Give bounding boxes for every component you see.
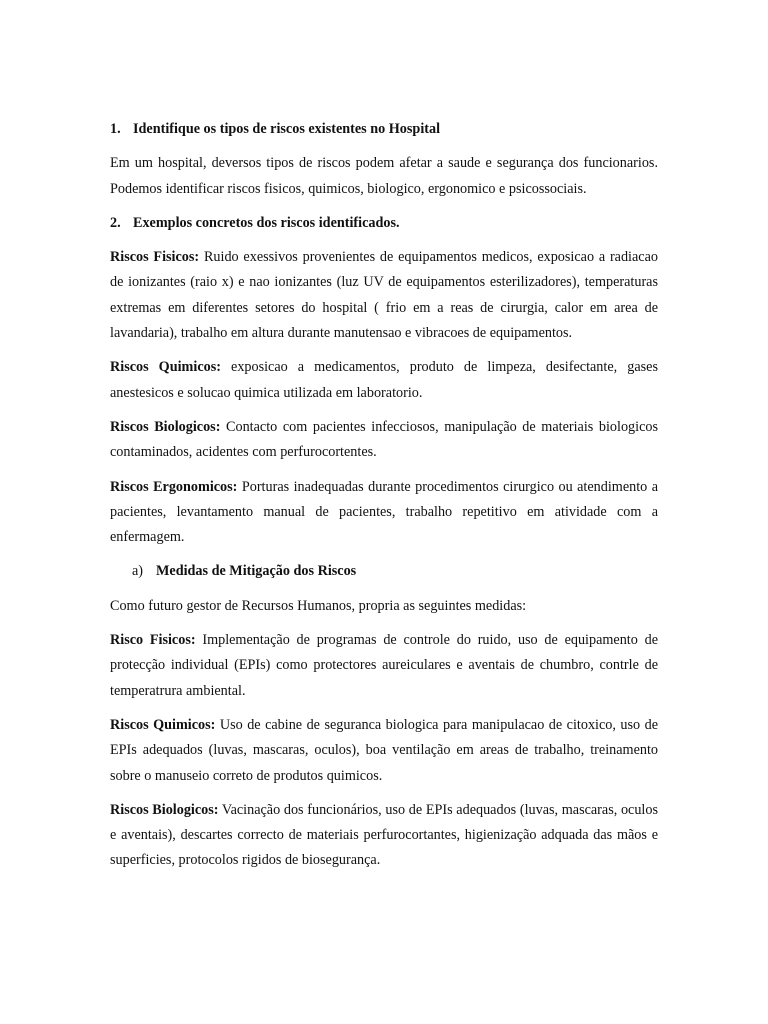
paragraph-label: Risco Fisicos:	[110, 632, 196, 649]
document-page	[110, 117, 658, 883]
heading-number: 2.	[110, 214, 121, 231]
paragraph-text: Porturas inadequadas durante procedimentos cirurgico ou atendimento a pacientes, levantamento manual de pacientes, trabalho repetitivo em atividade com a enfermagem.	[110, 478, 658, 546]
paragraph-riscos-ergonomicos	[110, 475, 658, 551]
paragraph-text: Ruido exessivos provenientes de equipamentos medicos, exposicao a radiacao de ionizantes (raio x) e nao ionizantes (luz UV de equipamentos esterilizadores), temperaturas extremas em diferentes setores do hospital ( frio em a reas de cirurgia, calor em area de lavandaria), trabalho em altura durante manutensao e vibracoes de equipamentos.	[110, 249, 658, 342]
heading-number: 1.	[110, 121, 121, 137]
heading-number: a)	[132, 563, 144, 580]
paragraph-label: Riscos Fisicos:	[110, 249, 200, 266]
paragraph-text: exposicao a medicamentos, produto de limpeza, desifectante, gases anestesicos e solucao quimica utilizada em laboratorio.	[110, 359, 658, 401]
heading-title: Exemplos concretos dos riscos identificados.	[133, 214, 400, 231]
paragraph-riscos-biologicos	[110, 415, 658, 466]
paragraph-text: Uso de cabine de seguranca biologica para manipulacao de citoxico, uso de EPIs adequados (luvas, mascaras, oculos), boa ventilação em areas de trabalho, treinamento sobre o manuseio correto de produtos quimicos.	[110, 716, 658, 784]
paragraph-label: Riscos Biologicos:	[110, 801, 219, 818]
paragraph-riscos-fisicos	[110, 245, 658, 346]
paragraph-medida-biologicos	[110, 798, 658, 874]
paragraph-riscos-quimicos	[110, 355, 658, 406]
intro-paragraph: Em um hospital, deversos tipos de riscos podem afetar a saude e segurança dos funcionarios. Podemos identificar riscos fisicos, quimicos, biologico, ergonomico e psicossociais.	[110, 155, 658, 197]
paragraph-label: Riscos Quimicos:	[110, 359, 221, 376]
section-heading-1	[110, 117, 658, 142]
paragraph-medida-fisicos	[110, 628, 658, 704]
paragraph-label: Riscos Ergonomicos:	[110, 478, 238, 495]
gestor-paragraph: Como futuro gestor de Recursos Humanos, propria as seguintes medidas:	[110, 597, 527, 614]
section-heading-2	[110, 211, 658, 236]
heading-title: Medidas de Mitigação dos Riscos	[156, 563, 357, 580]
paragraph-medida-quimicos	[110, 713, 658, 789]
heading-title: Identifique os tipos de riscos existentes no Hospital	[133, 121, 441, 137]
paragraph-label: Riscos Quimicos:	[110, 716, 216, 733]
paragraph-label: Riscos Biologicos:	[110, 418, 221, 435]
paragraph-text: Vacinação dos funcionários, uso de EPIs adequados (luvas, mascaras, oculos e aventais), descartes correcto de materiais perfurocortantes, higienização adquada das mãos e superficies, protocolos rigidos de biosegurança.	[110, 801, 658, 869]
paragraph-text: Implementação de programas de controle do ruido, uso de equipamento de protecção individual (EPIs) como protectores aureiculares e aventais de chumbro, contrle de temperatrura ambiental.	[110, 632, 659, 699]
paragraph-text: Contacto com pacientes infecciosos, manipulação de materiais biologicos contaminados, acidentes com perfurocortentes.	[110, 418, 658, 461]
section-heading-a	[110, 559, 658, 584]
